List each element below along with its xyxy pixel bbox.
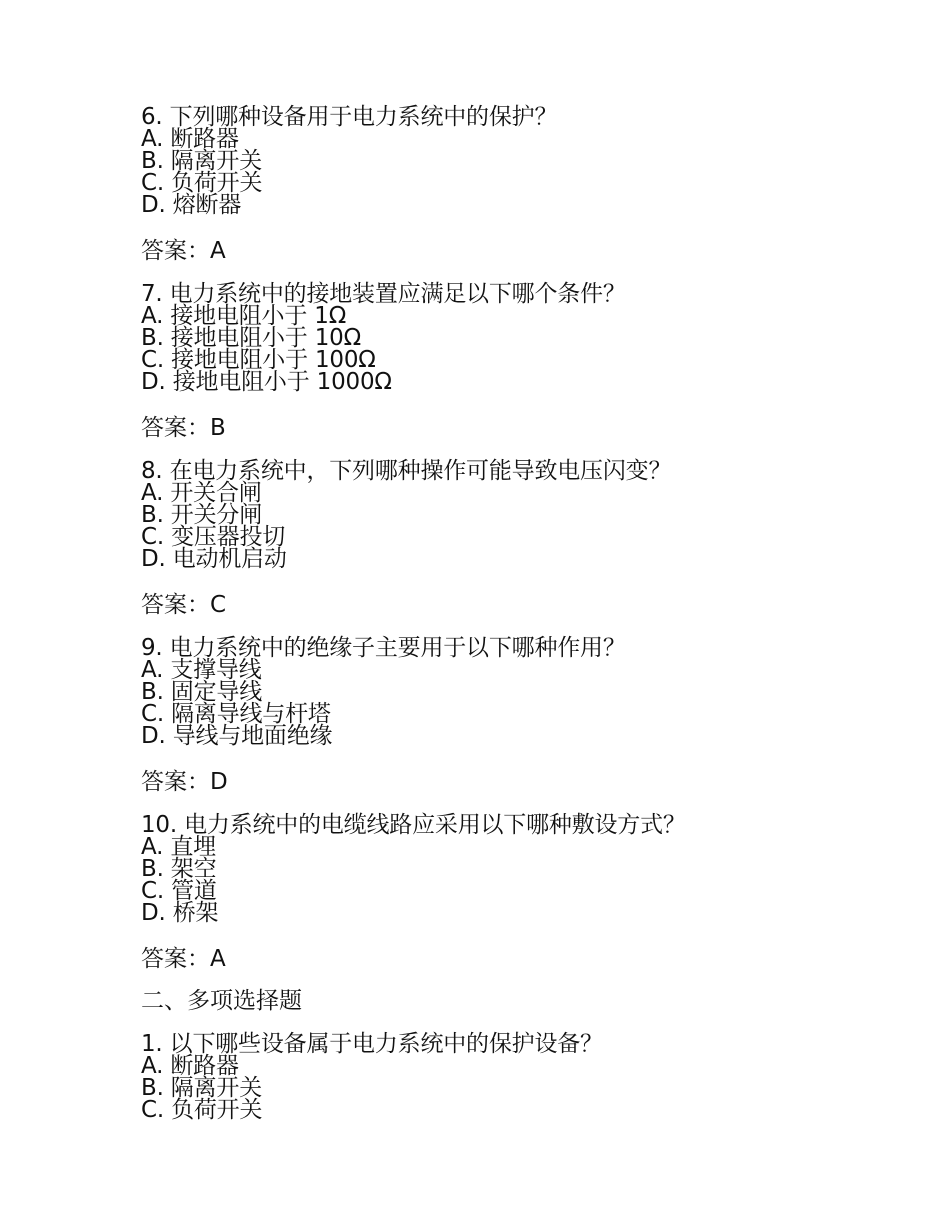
option-c: C. 隔离导线与杆塔: [141, 701, 331, 727]
question-6: [141, 106, 881, 262]
question-title: 8. 在电力系统中，下列哪种操作可能导致电压闪变？: [141, 458, 672, 484]
option-a: A. 接地电阻小于 1Ω: [141, 303, 347, 329]
option-b: B. 固定导线: [141, 679, 263, 705]
option-c: C. 负荷开关: [141, 1097, 263, 1123]
answer-line: 答案：A: [141, 946, 226, 972]
option-b: B. 隔离开关: [141, 148, 263, 174]
option-b: B. 接地电阻小于 10Ω: [141, 325, 361, 351]
question-9: [141, 637, 881, 793]
option-c: C. 变压器投切: [141, 524, 286, 550]
option-b: B. 架空: [141, 856, 217, 882]
option-a: A. 支撑导线: [141, 657, 262, 683]
option-b: B. 隔离开关: [141, 1075, 263, 1101]
question-8: [141, 460, 881, 616]
answer-line: 答案：C: [141, 592, 227, 618]
question-title: 6. 下列哪种设备用于电力系统中的保护？: [141, 104, 558, 130]
option-a: A. 直埋: [141, 834, 216, 860]
option-c: C. 接地电阻小于 100Ω: [141, 347, 376, 373]
question-title: 7. 电力系统中的接地装置应满足以下哪个条件？: [141, 281, 626, 307]
question-title: 10. 电力系统中的电缆线路应采用以下哪种敷设方式？: [141, 812, 686, 838]
option-d: D. 导线与地面绝缘: [141, 723, 333, 749]
option-c: C. 管道: [141, 878, 217, 904]
question-title: 9. 电力系统中的绝缘子主要用于以下哪种作用？: [141, 635, 626, 661]
document-content: [141, 106, 881, 1132]
question-10: [141, 814, 881, 970]
answer-line: 答案：B: [141, 415, 226, 441]
option-d: D. 接地电阻小于 1000Ω: [141, 369, 392, 395]
option-a: A. 开关合闸: [141, 480, 262, 506]
answer-line: 答案：A: [141, 238, 226, 264]
answer-line: 答案：D: [141, 769, 228, 795]
option-d: D. 桥架: [141, 900, 219, 926]
option-c: C. 负荷开关: [141, 170, 263, 196]
multi-question-1: [141, 1033, 881, 1121]
section-title-multiple-choice: 二、多项选择题: [141, 988, 302, 1014]
option-d: D. 熔断器: [141, 192, 242, 218]
question-7: [141, 283, 881, 439]
question-title: 1. 以下哪些设备属于电力系统中的保护设备？: [141, 1031, 603, 1057]
option-d: D. 电动机启动: [141, 546, 287, 572]
option-a: A. 断路器: [141, 126, 239, 152]
option-a: A. 断路器: [141, 1053, 239, 1079]
option-b: B. 开关分闸: [141, 502, 263, 528]
